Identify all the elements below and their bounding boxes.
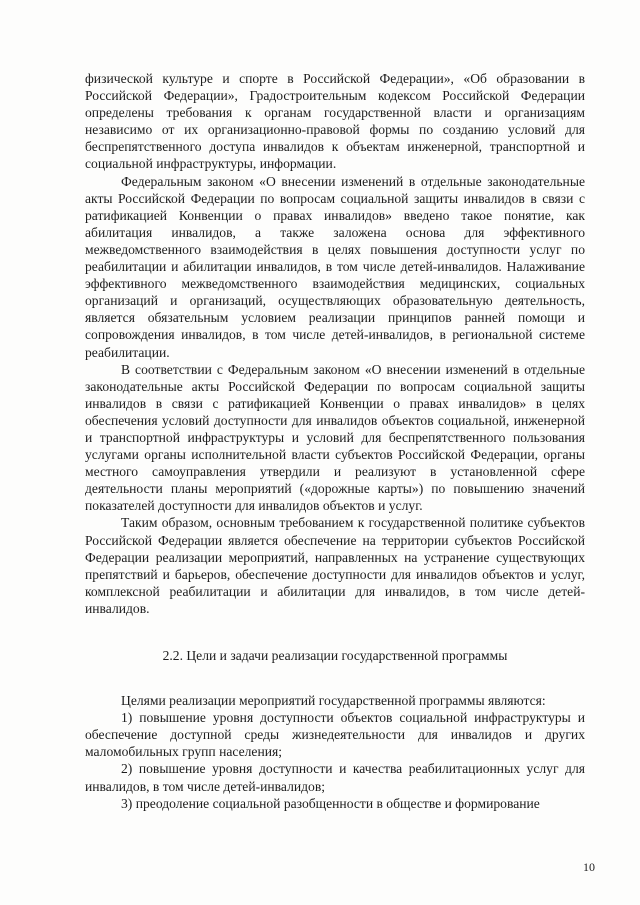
paragraph-goals-intro: Целями реализации мероприятий государственной программы являются: xyxy=(121,693,546,709)
paragraph-continuation: физической культуре и спорте в Российской Федерации», «Об образовании в Российской Федерации», Градостроительным кодексом Российской Федерации определены требования к органам государственной власти и организациям независимо от их организационно-правовой формы по созданию условий для беспрепятственного доступа инвалидов к объектам инженерной, транспортной и социальной инфраструктуры, информации. xyxy=(85,71,585,172)
list-item-goal-3: 3) преодоление социальной разобщенности в обществе и формирование xyxy=(121,795,540,811)
page-number: 10 xyxy=(583,860,595,874)
section-heading: 2.2. Цели и задачи реализации государственной программы xyxy=(162,648,508,663)
paragraph-main-requirement: Таким образом, основным требованием к государственной политике субъектов Российской Федерации является обеспечение на территории субъектов Российской Федерации реализации мероприятий, направленных на устранение существующих препятствий и барьеров, обеспечение доступности для инвалидов объектов и услуг, комплексной реабилитации и абилитации для инвалидов, в том числе детей-инвалидов. xyxy=(85,515,585,616)
paragraph-road-maps: В соответствии с Федеральным законом «О внесении изменений в отдельные законодательные акты Российской Федерации по вопросам социальной защиты инвалидов в связи с ратификацией Конвенции о правах инвалидов» в целях обеспечения условий доступности для инвалидов объектов социальной, инженерной и транспортной инфраструктуры и условий для беспрепятственного пользования услугами органы исполнительной власти субъектов Российской Федерации, органы местного самоуправления утвердили и реализуют в установленной сфере деятельности планы мероприятий («дорожные карты») по повышению значений показателей доступности для инвалидов объектов и услуг. xyxy=(85,361,585,514)
document-body xyxy=(85,70,585,812)
spacer xyxy=(85,664,585,692)
spacer xyxy=(85,617,585,647)
list-item-goal-2: 2) повышение уровня доступности и качества реабилитационных услуг для инвалидов, в том числе детей-инвалидов; xyxy=(85,761,585,794)
list-item-goal-1: 1) повышение уровня доступности объектов социальной инфраструктуры и обеспечение доступной среды жизнедеятельности для инвалидов и других маломобильных групп населения; xyxy=(85,710,585,760)
paragraph-federal-law-abilitation: Федеральным законом «О внесении изменений в отдельные законодательные акты Российской Федерации по вопросам социальной защиты инвалидов в связи с ратификацией Конвенции о правах инвалидов» введено такое понятие, как абилитация инвалидов, а также заложена основа для эффективного межведомственного взаимодействия в целях повышения доступности услуг по реабилитации и абилитации инвалидов, в том числе детей-инвалидов. Налаживание эффективного межведомственного взаимодействия медицинских, социальных организаций и организаций, осуществляющих образовательную деятельность, является обязательным условием реализации принципов ранней помощи и сопровождения инвалидов, в том числе детей-инвалидов, в региональной системе реабилитации. xyxy=(85,173,585,360)
